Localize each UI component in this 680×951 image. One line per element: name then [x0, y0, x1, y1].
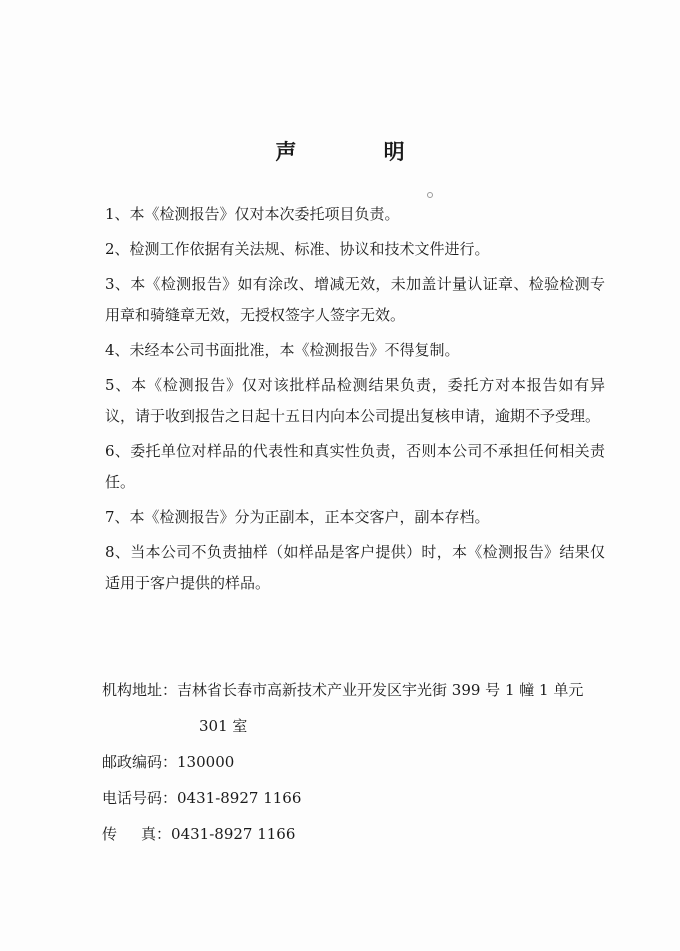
fax-value: 0431-8927 1166: [171, 825, 296, 843]
statement-list: [105, 199, 605, 603]
phone-row: [102, 782, 612, 818]
postcode-value: 130000: [177, 753, 235, 771]
address-value-line1: 吉林省长春市高新技术产业开发区宇光街 399 号 1 幢 1 单元: [177, 681, 584, 699]
statement-item-3: 3、本《检测报告》如有涂改、增减无效，未加盖计量认证章、检验检测专用章和骑缝章无效，无授权签字人签字无效。: [105, 275, 605, 324]
address-label: 机构地址：: [102, 681, 178, 699]
statement-item-7: 7、本《检测报告》分为正副本，正本交客户，副本存档。: [105, 508, 490, 526]
statement-item-8: 8、当本公司不负责抽样（如样品是客户提供）时，本《检测报告》结果仅适用于客户提供的样品。: [105, 543, 605, 592]
address-row: [102, 674, 612, 710]
fax-label-rest: 真：: [141, 825, 172, 843]
statement-item-4: 4、未经本公司书面批准，本《检测报告》不得复制。: [105, 341, 460, 359]
page-title: 声 明: [275, 139, 445, 164]
contact-info: [102, 674, 612, 854]
phone-value: 0431-8927 1166: [177, 789, 302, 807]
postcode-row: [102, 746, 612, 782]
fax-row: [102, 818, 612, 854]
statement-item-1: 1、本《检测报告》仅对本次委托项目负责。: [105, 205, 400, 223]
statement-item-5: 5、本《检测报告》仅对该批样品检测结果负责，委托方对本报告如有异议，请于收到报告之日起十五日内向本公司提出复核申请，逾期不予受理。: [105, 376, 605, 425]
statement-item-2: 2、检测工作依据有关法规、标准、协议和技术文件进行。: [105, 240, 490, 258]
phone-label: 电话号码：: [102, 789, 178, 807]
statement-item-6: 6、委托单位对样品的代表性和真实性负责，否则本公司不承担任何相关责任。: [105, 442, 605, 491]
fax-label-first-char: 传: [102, 825, 142, 843]
postcode-label: 邮政编码：: [102, 753, 178, 771]
address-value-line2: 301 室: [199, 717, 248, 735]
address-row-continued: [102, 710, 612, 746]
scan-dot-mark: [427, 192, 433, 198]
